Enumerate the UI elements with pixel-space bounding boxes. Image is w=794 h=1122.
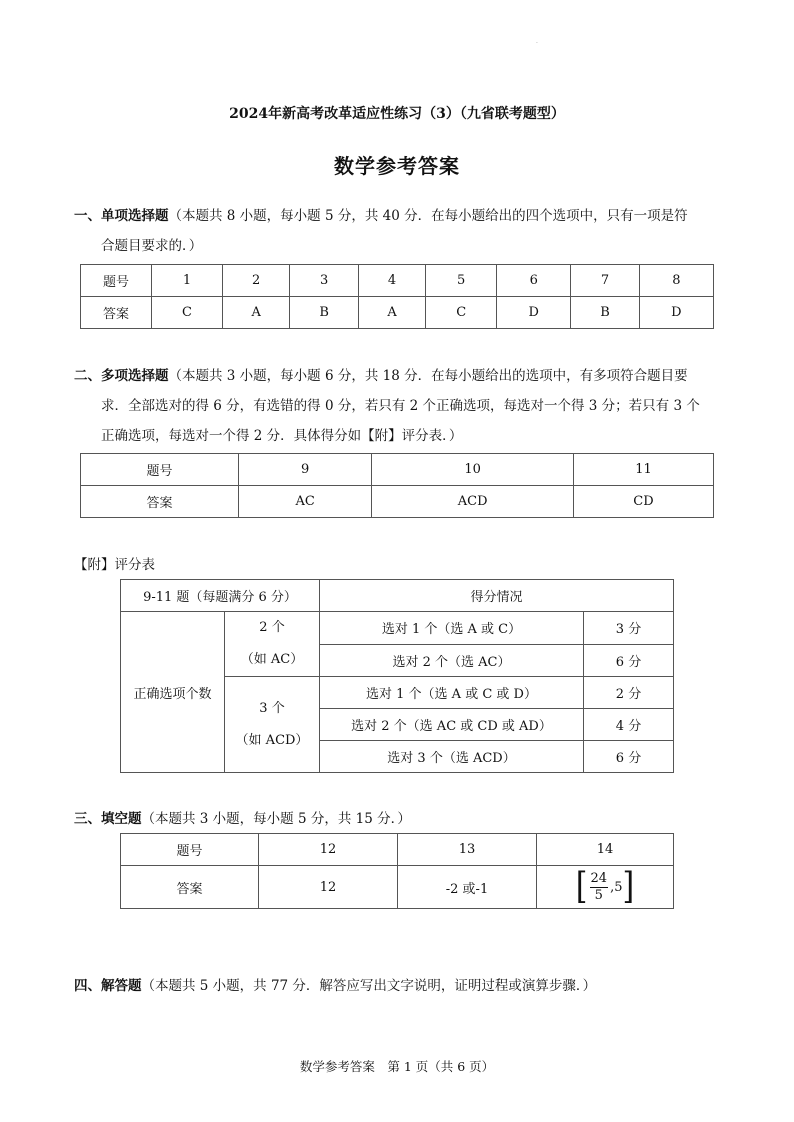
- table-row: 9-11 题（每题满分 6 分） 得分情况: [121, 580, 674, 612]
- interval-answer: [ 24 5 ,5 ]: [537, 866, 674, 909]
- scoring-table: [120, 579, 674, 773]
- multi-choice-answer-table: [80, 453, 714, 518]
- section-4-heading: 四、解答题: [74, 978, 142, 994]
- section-1-description: 一、单项选择题（本题共 8 小题，每小题 5 分，共 40 分．在每小题给出的四个选项中，只有一项是符 合题目要求的．）: [74, 208, 688, 254]
- section-2-heading: 二、多项选择题: [74, 368, 169, 384]
- table-row: 选对 3 个（选 ACD） 6 分: [121, 741, 674, 773]
- table-row: 正确选项个数 2 个 （如 AC） 选对 1 个（选 A 或 C） 3 分: [121, 612, 674, 645]
- section-3-description: 三、填空题（本题共 3 小题，每小题 5 分，共 15 分．）: [74, 811, 411, 827]
- table-row: 选对 2 个（选 AC） 6 分: [121, 644, 674, 677]
- appendix-label: 【附】评分表: [74, 557, 155, 573]
- section-4-description: 四、解答题（本题共 5 小题，共 77 分．解答应写出文字说明，证明过程或演算步骤．）: [74, 978, 597, 994]
- section-3-heading: 三、填空题: [74, 811, 142, 827]
- table-row: 答案 C A B A C D B D: [81, 297, 714, 329]
- table-row: 选对 2 个（选 AC 或 CD 或 AD） 4 分: [121, 709, 674, 741]
- scan-speck: ·: [536, 40, 538, 47]
- section-2-description: 二、多项选择题（本题共 3 小题，每小题 6 分，共 18 分．在每小题给出的选项中，有多项符合题目要 求．全部选对的得 6 分，有选错的得 0 分，若只有 2 个正确选项，每选对一个得 3 分；若只有 3 个 正确选项，每选对一个得 2 分．具体得分如【附】评分表．）: [74, 368, 700, 444]
- table-row: 题号 1 2 3 4 5 6 7 8: [81, 265, 714, 297]
- table-row: 题号 12 13 14: [121, 834, 674, 866]
- fill-in-answer-table: [120, 833, 674, 909]
- table-row: 答案 AC ACD CD: [81, 486, 714, 518]
- table-row: 3 个 （如 ACD） 选对 1 个（选 A 或 C 或 D） 2 分: [121, 677, 674, 709]
- page-title: 数学参考答案: [334, 154, 460, 178]
- table-row: 答案 12 -2 或-1 [ 24 5 ,5 ]: [121, 866, 674, 909]
- page-footer: 数学参考答案 第 1 页（共 6 页）: [299, 1059, 495, 1074]
- section-1-heading: 一、单项选择题: [74, 208, 169, 224]
- document-title: 2024年新高考改革适应性练习（3）（九省联考题型）: [229, 106, 565, 122]
- table-row: 题号 9 10 11: [81, 454, 714, 486]
- single-choice-answer-table: [80, 264, 714, 329]
